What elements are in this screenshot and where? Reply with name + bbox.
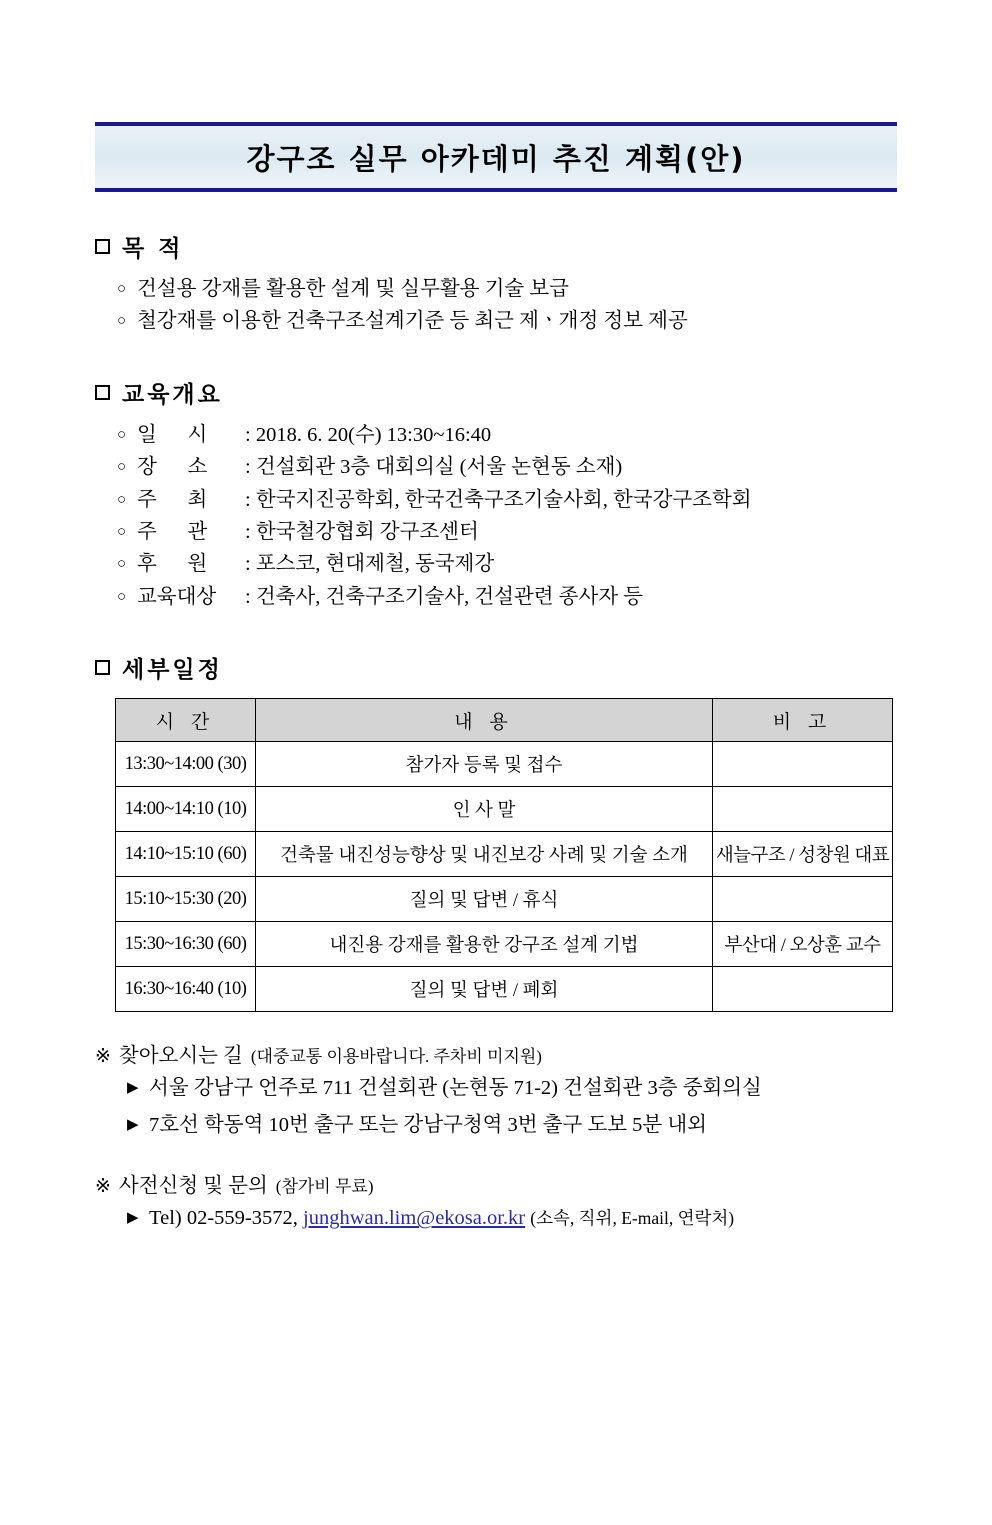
cell-time: 14:10~15:10 (60) bbox=[116, 832, 256, 877]
list-item bbox=[95, 548, 897, 580]
cell-time: 16:30~16:40 (10) bbox=[116, 967, 256, 1012]
list-item bbox=[95, 1109, 897, 1142]
column-header-content: 내 용 bbox=[256, 699, 713, 742]
list-item bbox=[95, 305, 897, 337]
cell-content: 질의 및 답변 / 휴식 bbox=[256, 877, 713, 922]
cell-time: 15:30~16:30 (60) bbox=[116, 922, 256, 967]
table-row bbox=[116, 742, 893, 787]
overview-key: 장 소 bbox=[137, 456, 208, 479]
list-item bbox=[95, 1072, 897, 1105]
circle-bullet-icon bbox=[117, 557, 137, 572]
directions-item-text: 서울 강남구 언주로 711 건설회관 (논현동 71-2) 건설회관 3층 중회의실 bbox=[149, 1077, 762, 1099]
reference-mark-icon: ※ bbox=[95, 1176, 111, 1198]
cell-note: 부산대 / 오상훈 교수 bbox=[713, 922, 893, 967]
circle-bullet-icon bbox=[117, 493, 137, 508]
circle-bullet-icon bbox=[117, 590, 137, 605]
table-row bbox=[116, 967, 893, 1012]
purpose-item-text: 건설용 강재를 활용한 설계 및 실무활용 기술 보급 bbox=[137, 278, 569, 300]
reference-mark-icon: ※ bbox=[95, 1046, 111, 1067]
document-title-banner bbox=[95, 122, 897, 192]
purpose-list bbox=[95, 273, 897, 338]
directions-heading bbox=[95, 1038, 897, 1068]
cell-content: 인 사 말 bbox=[256, 787, 713, 832]
overview-key: 주 최 bbox=[137, 488, 208, 511]
section-heading-label: 세부일정 bbox=[122, 657, 223, 683]
contact-suffix: (소속, 직위, E-mail, 연락처) bbox=[530, 1208, 735, 1229]
list-item bbox=[95, 484, 897, 516]
section-heading-label: 교육개요 bbox=[122, 381, 223, 408]
contact-heading bbox=[95, 1168, 897, 1198]
section-heading-schedule bbox=[95, 651, 897, 684]
overview-value: : 건설회관 3층 대회의실 (서울 논현동 소재) bbox=[245, 456, 623, 479]
overview-key: 주 관 bbox=[137, 520, 208, 543]
list-item bbox=[95, 1202, 897, 1235]
cell-content: 내진용 강재를 활용한 강구조 설계 기법 bbox=[256, 922, 713, 967]
directions-subtitle: (대중교통 이용바랍니다. 주차비 미지원) bbox=[250, 1047, 542, 1066]
list-item bbox=[95, 581, 897, 613]
overview-value: : 2018. 6. 20(수) 13:30~16:40 bbox=[245, 423, 492, 446]
list-item bbox=[95, 273, 897, 305]
circle-bullet-icon bbox=[117, 282, 137, 297]
section-heading-purpose bbox=[95, 230, 897, 263]
square-bullet-icon bbox=[95, 239, 110, 254]
directions-item-text: 7호선 학동역 10번 출구 또는 강남구청역 3번 출구 도보 5분 내외 bbox=[149, 1114, 707, 1137]
section-directions bbox=[95, 1038, 897, 1142]
triangle-bullet-icon bbox=[127, 1076, 149, 1100]
cell-time: 15:10~15:30 (20) bbox=[116, 877, 256, 922]
table-header-row bbox=[116, 699, 893, 742]
cell-note: 새늘구조 / 성창원 대표 bbox=[713, 832, 893, 877]
circle-bullet-icon bbox=[117, 525, 137, 540]
triangle-bullet-icon bbox=[127, 1206, 149, 1230]
section-heading-overview bbox=[95, 376, 897, 409]
column-header-note: 비 고 bbox=[713, 699, 893, 742]
triangle-bullet-icon bbox=[127, 1113, 149, 1137]
cell-time: 14:00~14:10 (10) bbox=[116, 787, 256, 832]
directions-title: 찾아오시는 길 bbox=[118, 1045, 243, 1067]
contact-tel: Tel) 02-559-3572, bbox=[149, 1207, 298, 1230]
list-item bbox=[95, 516, 897, 548]
page-title: 강구조 실무 아카데미 추진 계획(안) bbox=[246, 141, 746, 176]
schedule-table bbox=[115, 698, 893, 1012]
table-row bbox=[116, 832, 893, 877]
overview-value: : 한국철강협회 강구조센터 bbox=[245, 520, 479, 543]
list-item bbox=[95, 451, 897, 483]
section-contact bbox=[95, 1168, 897, 1235]
cell-content: 참가자 등록 및 접수 bbox=[256, 742, 713, 787]
cell-content: 질의 및 답변 / 폐회 bbox=[256, 967, 713, 1012]
table-row bbox=[116, 922, 893, 967]
cell-content: 건축물 내진성능향상 및 내진보강 사례 및 기술 소개 bbox=[256, 832, 713, 877]
cell-note bbox=[713, 742, 893, 787]
cell-note bbox=[713, 877, 893, 922]
circle-bullet-icon bbox=[117, 428, 137, 443]
column-header-time: 시 간 bbox=[116, 699, 256, 742]
section-schedule bbox=[95, 651, 897, 1012]
contact-subtitle: (참가비 무료) bbox=[275, 1177, 374, 1197]
overview-key: 후 원 bbox=[137, 553, 208, 576]
circle-bullet-icon bbox=[117, 460, 137, 475]
overview-key: 일 시 bbox=[137, 423, 208, 446]
overview-value: : 건축사, 건축구조기술사, 건설관련 종사자 등 bbox=[245, 585, 644, 608]
purpose-item-text: 철강재를 이용한 건축구조설계기준 등 최근 제ㆍ개정 정보 제공 bbox=[137, 310, 688, 333]
table-row bbox=[116, 787, 893, 832]
square-bullet-icon bbox=[95, 385, 110, 400]
overview-list bbox=[95, 419, 897, 613]
contact-title: 사전신청 및 문의 bbox=[118, 1175, 268, 1198]
list-item bbox=[95, 419, 897, 451]
overview-value: : 포스코, 현대제철, 동국제강 bbox=[245, 553, 495, 576]
contact-email-link[interactable]: junghwan.lim@ekosa.or.kr bbox=[303, 1207, 526, 1230]
overview-value: : 한국지진공학회, 한국건축구조기술사회, 한국강구조학회 bbox=[245, 488, 752, 511]
square-bullet-icon bbox=[95, 660, 110, 675]
cell-time: 13:30~14:00 (30) bbox=[116, 742, 256, 787]
section-heading-label: 목 적 bbox=[122, 236, 184, 262]
circle-bullet-icon bbox=[117, 314, 137, 329]
section-purpose bbox=[95, 230, 897, 338]
section-overview bbox=[95, 376, 897, 613]
cell-note bbox=[713, 967, 893, 1012]
overview-key: 교육대상 bbox=[137, 585, 217, 608]
cell-note bbox=[713, 787, 893, 832]
document-page bbox=[0, 122, 992, 1525]
table-row bbox=[116, 877, 893, 922]
